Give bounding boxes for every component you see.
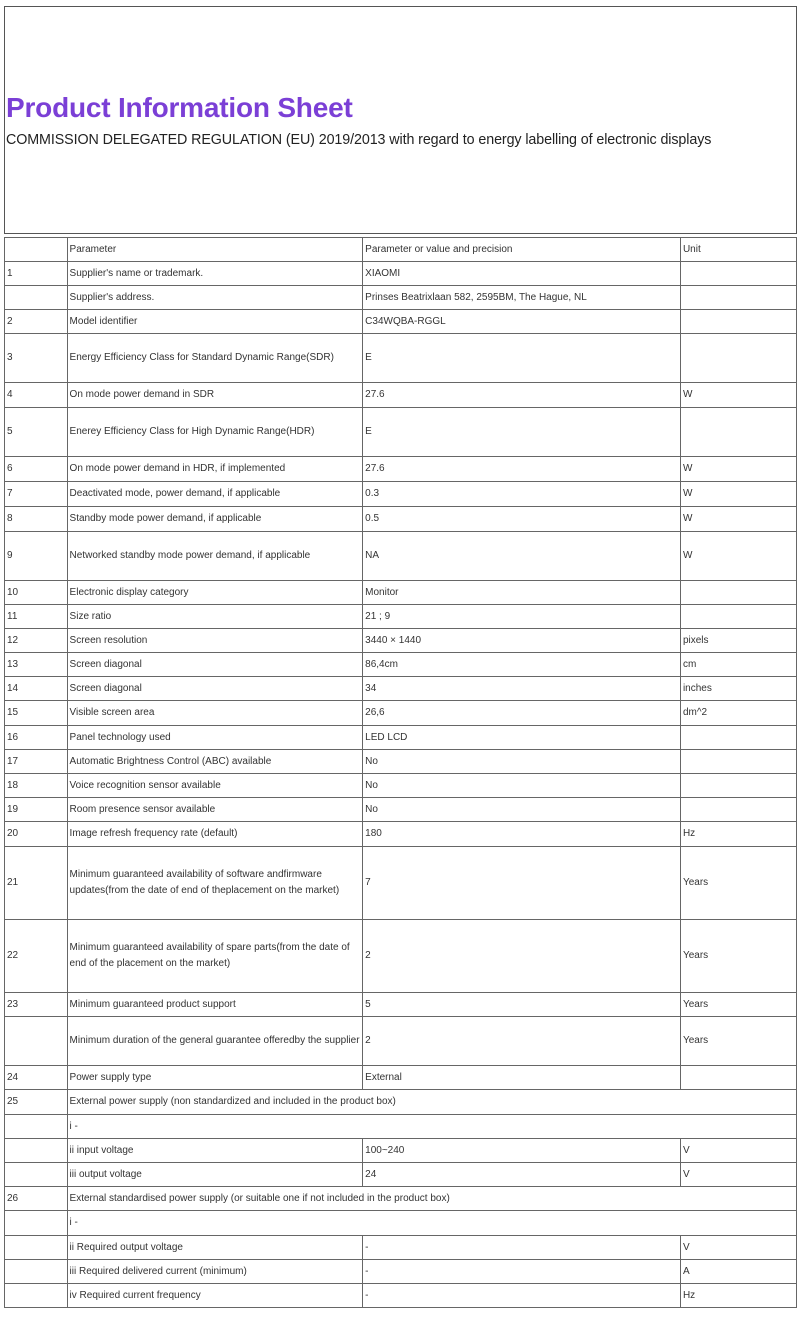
value-cell: 27.6 — [363, 383, 681, 408]
unit-cell — [680, 750, 796, 774]
value-cell: 2 — [363, 1017, 681, 1066]
table-row — [5, 993, 797, 1017]
value-cell: 180 — [363, 822, 681, 847]
value-cell: 21 ; 9 — [363, 605, 681, 629]
row-number-cell: 9 — [5, 532, 68, 581]
row-number-cell: 10 — [5, 581, 68, 605]
table-row — [5, 677, 797, 701]
table-row — [5, 653, 797, 677]
parameter-cell: Standby mode power demand, if applicable — [67, 507, 363, 532]
unit-cell — [680, 1066, 796, 1090]
parameter-cell: Minimum duration of the general guarantee offeredby the supplier — [67, 1017, 363, 1066]
parameter-cell: Voice recognition sensor available — [67, 774, 363, 798]
unit-cell: Years — [680, 920, 796, 993]
unit-cell: Hz — [680, 822, 796, 847]
row-number-cell — [5, 1236, 68, 1260]
row-number-cell — [5, 1115, 68, 1139]
table-row — [5, 1187, 797, 1211]
header-cell-parameter: Parameter — [67, 238, 363, 262]
row-number-cell: 22 — [5, 920, 68, 993]
parameter-cell: On mode power demand in HDR, if implemented — [67, 457, 363, 482]
table-row — [5, 383, 797, 408]
parameter-cell: Screen resolution — [67, 629, 363, 653]
row-number-cell — [5, 1139, 68, 1163]
parameter-cell: Screen diagonal — [67, 677, 363, 701]
unit-cell: V — [680, 1139, 796, 1163]
parameter-cell: Room presence sensor available — [67, 798, 363, 822]
table-header-row — [5, 238, 797, 262]
unit-cell: Hz — [680, 1284, 796, 1308]
parameter-cell: iv Required current frequency — [67, 1284, 363, 1308]
table-row — [5, 1211, 797, 1236]
value-cell: 2 — [363, 920, 681, 993]
unit-cell: Years — [680, 993, 796, 1017]
parameter-cell: Networked standby mode power demand, if applicable — [67, 532, 363, 581]
row-number-cell: 21 — [5, 847, 68, 920]
row-number-cell: 19 — [5, 798, 68, 822]
table-row — [5, 581, 797, 605]
header-cell-value: Parameter or value and precision — [363, 238, 681, 262]
header-cell-unit: Unit — [680, 238, 796, 262]
parameter-cell: Deactivated mode, power demand, if applicable — [67, 482, 363, 507]
table-row — [5, 1115, 797, 1139]
value-cell: XIAOMI — [363, 262, 681, 286]
table-row — [5, 774, 797, 798]
parameter-cell: Size ratio — [67, 605, 363, 629]
row-number-cell: 14 — [5, 677, 68, 701]
table-row — [5, 1260, 797, 1284]
parameter-cell: Screen diagonal — [67, 653, 363, 677]
row-number-cell: 17 — [5, 750, 68, 774]
value-cell: E — [363, 334, 681, 383]
value-cell: - — [363, 1284, 681, 1308]
unit-cell: W — [680, 383, 796, 408]
row-number-cell — [5, 286, 68, 310]
row-number-cell: 12 — [5, 629, 68, 653]
value-cell: 26,6 — [363, 701, 681, 726]
parameter-cell: Supplier's address. — [67, 286, 363, 310]
parameter-cell: ii input voltage — [67, 1139, 363, 1163]
table-row — [5, 457, 797, 482]
parameter-cell: Minimum guaranteed availability of spare parts(from the date of end of the placement on the market) — [67, 920, 363, 993]
table-row — [5, 798, 797, 822]
row-number-cell: 5 — [5, 408, 68, 457]
parameter-cell: iii Required delivered current (minimum) — [67, 1260, 363, 1284]
spec-table-body — [5, 238, 797, 1308]
table-row — [5, 1139, 797, 1163]
row-number-cell — [5, 1017, 68, 1066]
page-title: Product Information Sheet — [6, 92, 353, 123]
parameter-cell: Minimum guaranteed availability of software andfirmware updates(from the date of end of theplacement on the market) — [67, 847, 363, 920]
table-row — [5, 822, 797, 847]
unit-cell: V — [680, 1236, 796, 1260]
unit-cell: inches — [680, 677, 796, 701]
unit-cell: W — [680, 507, 796, 532]
value-cell: Prinses Beatrixlaan 582, 2595BM, The Hague, NL — [363, 286, 681, 310]
value-cell: 0.5 — [363, 507, 681, 532]
table-row — [5, 507, 797, 532]
parameter-cell: Image refresh frequency rate (default) — [67, 822, 363, 847]
row-number-cell: 25 — [5, 1090, 68, 1115]
row-number-cell — [5, 1260, 68, 1284]
table-row — [5, 408, 797, 457]
unit-cell: W — [680, 532, 796, 581]
table-row — [5, 1090, 797, 1115]
unit-cell: dm^2 — [680, 701, 796, 726]
row-number-cell: 13 — [5, 653, 68, 677]
row-number-cell: 2 — [5, 310, 68, 334]
unit-cell — [680, 286, 796, 310]
unit-cell: Years — [680, 847, 796, 920]
table-row — [5, 334, 797, 383]
table-row — [5, 286, 797, 310]
table-row — [5, 1284, 797, 1308]
row-number-cell: 23 — [5, 993, 68, 1017]
parameter-cell: Panel technology used — [67, 726, 363, 750]
value-cell: E — [363, 408, 681, 457]
row-span-cell: External standardised power supply (or suitable one if not included in the product box) — [67, 1187, 796, 1211]
value-cell: No — [363, 798, 681, 822]
row-number-cell: 11 — [5, 605, 68, 629]
value-cell: 86,4cm — [363, 653, 681, 677]
value-cell: External — [363, 1066, 681, 1090]
table-row — [5, 750, 797, 774]
page-subtitle: COMMISSION DELEGATED REGULATION (EU) 2019/2013 with regard to energy labelling of electronic displays — [6, 132, 712, 148]
row-number-cell — [5, 1163, 68, 1187]
table-row — [5, 482, 797, 507]
table-row — [5, 605, 797, 629]
parameter-cell: Visible screen area — [67, 701, 363, 726]
value-cell: 27.6 — [363, 457, 681, 482]
unit-cell: W — [680, 457, 796, 482]
parameter-cell: Enerey Efficiency Class for High Dynamic Range(HDR) — [67, 408, 363, 457]
unit-cell — [680, 726, 796, 750]
parameter-cell: Power supply type — [67, 1066, 363, 1090]
parameter-cell: Energy Efficiency Class for Standard Dynamic Range(SDR) — [67, 334, 363, 383]
unit-cell: V — [680, 1163, 796, 1187]
parameter-cell: Minimum guaranteed product support — [67, 993, 363, 1017]
unit-cell — [680, 774, 796, 798]
value-cell: 34 — [363, 677, 681, 701]
value-cell: NA — [363, 532, 681, 581]
parameter-cell: iii output voltage — [67, 1163, 363, 1187]
row-number-cell: 1 — [5, 262, 68, 286]
table-row — [5, 262, 797, 286]
table-row — [5, 1163, 797, 1187]
table-row — [5, 532, 797, 581]
unit-cell: A — [680, 1260, 796, 1284]
unit-cell — [680, 262, 796, 286]
value-cell: No — [363, 774, 681, 798]
row-number-cell — [5, 1211, 68, 1236]
parameter-cell: Model identifier — [67, 310, 363, 334]
unit-cell — [680, 334, 796, 383]
table-row — [5, 701, 797, 726]
row-number-cell: 8 — [5, 507, 68, 532]
row-number-cell: 24 — [5, 1066, 68, 1090]
value-cell: No — [363, 750, 681, 774]
row-number-cell: 3 — [5, 334, 68, 383]
table-row — [5, 629, 797, 653]
table-row — [5, 847, 797, 920]
unit-cell: W — [680, 482, 796, 507]
parameter-cell: On mode power demand in SDR — [67, 383, 363, 408]
table-row — [5, 1017, 797, 1066]
parameter-cell: Supplier's name or trademark. — [67, 262, 363, 286]
row-number-cell: 18 — [5, 774, 68, 798]
value-cell: Monitor — [363, 581, 681, 605]
table-row — [5, 1236, 797, 1260]
unit-cell — [680, 798, 796, 822]
row-number-cell — [5, 1284, 68, 1308]
parameter-cell: ii Required output voltage — [67, 1236, 363, 1260]
row-number-cell: 4 — [5, 383, 68, 408]
unit-cell — [680, 310, 796, 334]
table-row — [5, 1066, 797, 1090]
row-number-cell: 15 — [5, 701, 68, 726]
row-span-cell: External power supply (non standardized and included in the product box) — [67, 1090, 796, 1115]
row-span-cell: i - — [67, 1115, 796, 1139]
row-span-cell: i - — [67, 1211, 796, 1236]
value-cell: 5 — [363, 993, 681, 1017]
row-number-cell: 7 — [5, 482, 68, 507]
table-row — [5, 920, 797, 993]
spec-table — [4, 237, 797, 1308]
unit-cell: Years — [680, 1017, 796, 1066]
row-number-cell: 20 — [5, 822, 68, 847]
row-number-cell: 26 — [5, 1187, 68, 1211]
value-cell: C34WQBA-RGGL — [363, 310, 681, 334]
value-cell: 100~240 — [363, 1139, 681, 1163]
parameter-cell: Automatic Brightness Control (ABC) available — [67, 750, 363, 774]
unit-cell — [680, 605, 796, 629]
value-cell: 24 — [363, 1163, 681, 1187]
value-cell: 0.3 — [363, 482, 681, 507]
header-cell-number — [5, 238, 68, 262]
value-cell: LED LCD — [363, 726, 681, 750]
value-cell: 7 — [363, 847, 681, 920]
parameter-cell: Electronic display category — [67, 581, 363, 605]
row-number-cell: 16 — [5, 726, 68, 750]
table-row — [5, 310, 797, 334]
table-row — [5, 726, 797, 750]
unit-cell: cm — [680, 653, 796, 677]
value-cell: - — [363, 1260, 681, 1284]
value-cell: 3440 × 1440 — [363, 629, 681, 653]
unit-cell — [680, 408, 796, 457]
unit-cell — [680, 581, 796, 605]
unit-cell: pixels — [680, 629, 796, 653]
value-cell: - — [363, 1236, 681, 1260]
row-number-cell: 6 — [5, 457, 68, 482]
